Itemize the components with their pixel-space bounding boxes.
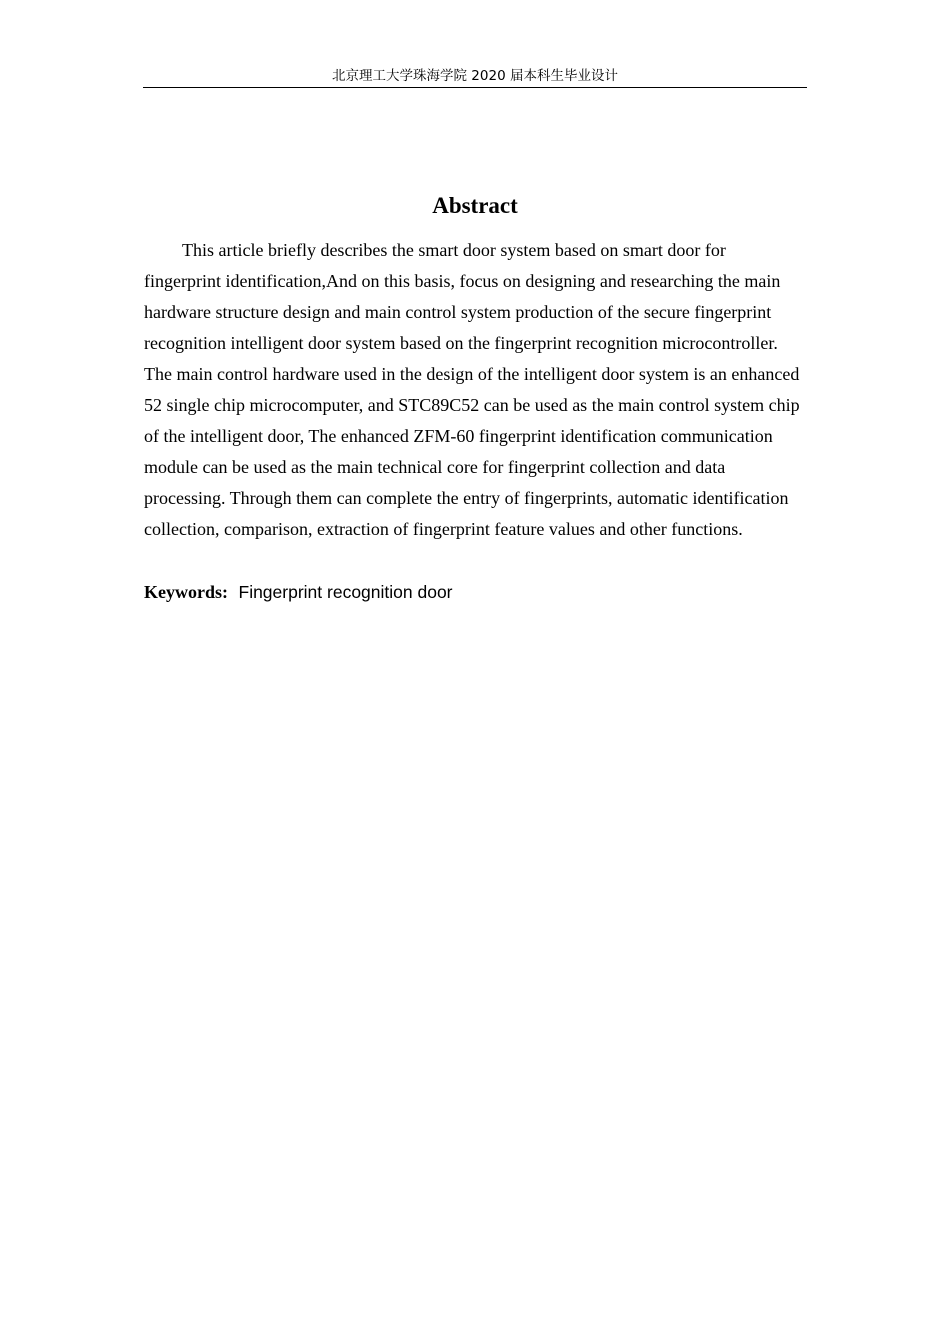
keywords-line [144, 577, 807, 608]
abstract-body: This article briefly describes the smart door system based on smart door for fingerprint identification,And on this basis, focus on designing and researching the main hardware structure design and main control system production of the secure fingerprint recognition intelligent door system based on the fingerprint recognition microcontroller. The main control hardware used in the design of the intelligent door system is an enhanced 52 single chip microcomputer, and STC89C52 can be used as the main control system chip of the intelligent door, The enhanced ZFM-60 fingerprint identification communication module can be used as the main technical core for fingerprint collection and data processing. Through them can complete the entry of fingerprints, automatic identification collection, comparison, extraction of fingerprint feature values and other functions. [144, 240, 800, 539]
keywords-value: Fingerprint recognition door [238, 582, 453, 602]
keywords-label: Keywords: [144, 582, 228, 602]
header-divider [143, 87, 807, 88]
page-header: 北京理工大学珠海学院 2020 届本科生毕业设计 [332, 68, 618, 84]
abstract-title: Abstract [432, 193, 518, 218]
